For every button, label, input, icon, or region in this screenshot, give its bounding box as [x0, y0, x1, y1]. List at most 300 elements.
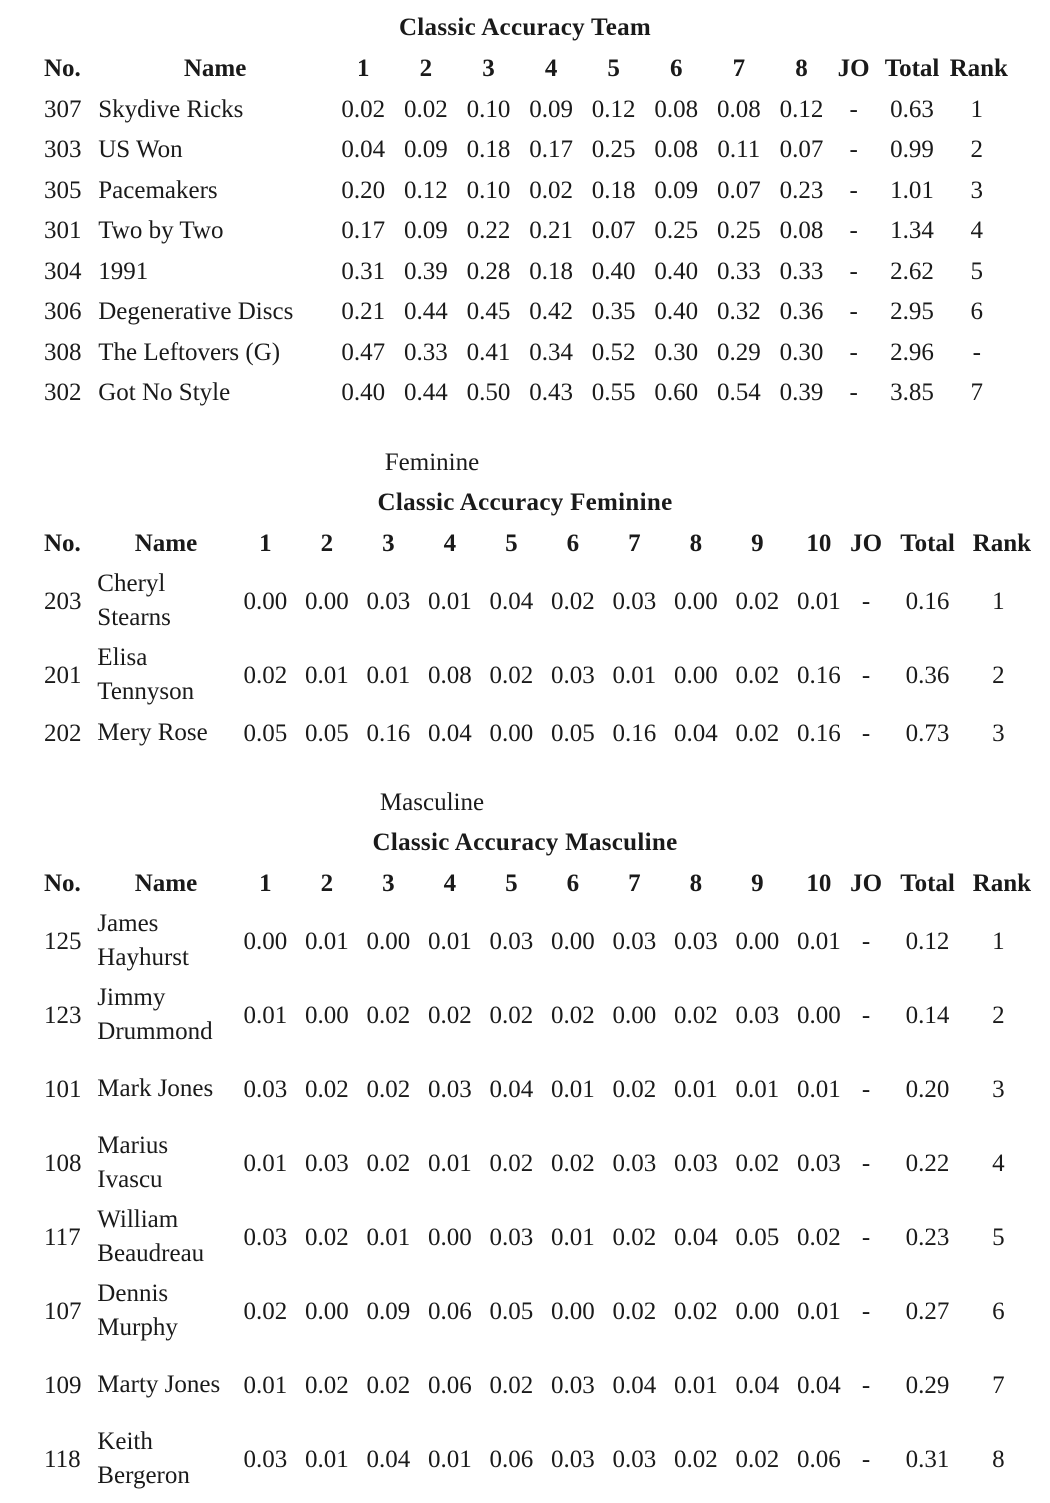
column-header: Total [884, 55, 940, 82]
round-score: 0.02 [612, 1297, 657, 1325]
round-score: 0.22 [466, 217, 511, 245]
table-row [44, 712, 1024, 754]
round-score: 0.18 [466, 136, 511, 164]
round-score: 0.00 [797, 1001, 841, 1029]
round-score: 0.00 [243, 927, 288, 955]
column-header: 1 [259, 870, 272, 897]
round-score: 0.44 [404, 379, 448, 407]
column-header: 4 [544, 55, 558, 82]
rank: 4 [970, 217, 984, 245]
round-score: 0.41 [466, 338, 511, 366]
round-score: 0.10 [466, 176, 511, 204]
rank: 1 [992, 927, 1005, 955]
round-score: 0.02 [551, 587, 595, 615]
column-header: 3 [482, 55, 495, 82]
round-score: 0.03 [735, 1001, 780, 1029]
round-score: 0.04 [674, 1223, 718, 1251]
round-score: 0.03 [243, 1445, 288, 1473]
round-score: 0.04 [797, 1371, 841, 1399]
round-score: 0.00 [674, 661, 718, 689]
jo-score: - [861, 719, 871, 747]
table-row [44, 1126, 1024, 1200]
round-score: 0.02 [612, 1223, 657, 1251]
round-score: 0.01 [797, 1297, 841, 1325]
round-score: 0.01 [305, 1445, 349, 1473]
round-score: 0.03 [489, 927, 534, 955]
round-score: 0.40 [654, 298, 699, 326]
entry-name: Marius Ivascu [97, 1132, 169, 1193]
column-header: 3 [382, 870, 395, 897]
jo-score: - [849, 338, 858, 366]
rank: 1 [970, 95, 984, 123]
round-score: 0.00 [366, 927, 411, 955]
team-title: Classic Accuracy Team [398, 14, 652, 41]
round-score: 0.03 [489, 1223, 534, 1251]
rank: 3 [992, 1075, 1005, 1103]
table-row [44, 292, 1004, 333]
column-header: 2 [320, 870, 334, 897]
column-header: 1 [357, 55, 370, 82]
round-score: 0.50 [466, 379, 511, 407]
entry-number: 304 [44, 257, 82, 285]
round-score: 0.03 [612, 927, 657, 955]
team-results-table [44, 49, 1008, 413]
entry-name: Two by Two [98, 217, 224, 245]
round-score: 0.40 [341, 379, 386, 407]
round-score: 0.02 [243, 661, 288, 689]
column-header: 9 [751, 530, 764, 557]
round-score: 0.04 [674, 719, 718, 747]
round-score: 0.09 [366, 1297, 411, 1325]
total-score: 0.99 [890, 136, 934, 164]
round-score: 0.40 [591, 257, 636, 285]
round-score: 0.08 [428, 661, 472, 689]
round-score: 0.00 [243, 587, 288, 615]
jo-score: - [861, 587, 871, 615]
round-score: 0.01 [428, 1149, 472, 1177]
round-score: 0.39 [404, 257, 448, 285]
round-score: 0.01 [612, 661, 657, 689]
round-score: 0.55 [591, 379, 636, 407]
round-score: 0.02 [366, 1075, 411, 1103]
round-score: 0.10 [466, 95, 511, 123]
entry-number: 125 [44, 927, 82, 955]
entry-number: 108 [44, 1149, 82, 1177]
round-score: 0.02 [674, 1297, 718, 1325]
round-score: 0.03 [366, 587, 411, 615]
column-header: Name [134, 870, 198, 897]
entry-number: 302 [44, 379, 82, 407]
entry-name: Jimmy Drummond [97, 984, 213, 1045]
table-row [44, 170, 1004, 211]
column-header: 9 [751, 870, 764, 897]
round-score: 0.30 [779, 338, 824, 366]
rank: 1 [992, 587, 1005, 615]
entry-number: 202 [44, 719, 82, 747]
round-score: 0.06 [797, 1445, 841, 1473]
total-score: 2.95 [890, 298, 934, 326]
total-score: 2.62 [890, 257, 934, 285]
table-row [44, 1422, 1024, 1496]
rank: 3 [970, 176, 984, 204]
table-row [44, 251, 1004, 292]
round-score: 0.02 [674, 1001, 718, 1029]
round-score: 0.01 [305, 661, 349, 689]
column-header: No. [44, 870, 81, 897]
round-score: 0.02 [305, 1075, 349, 1103]
round-score: 0.01 [428, 1445, 472, 1473]
round-score: 0.16 [612, 719, 657, 747]
jo-score: - [849, 136, 858, 164]
round-score: 0.02 [489, 661, 534, 689]
round-score: 0.47 [341, 338, 386, 366]
table-row [44, 564, 1024, 638]
total-score: 1.34 [890, 217, 934, 245]
round-score: 0.01 [243, 1371, 288, 1399]
round-score: 0.09 [404, 217, 448, 245]
round-score: 0.00 [428, 1223, 472, 1251]
round-score: 0.04 [489, 587, 534, 615]
round-score: 0.04 [735, 1371, 780, 1399]
round-score: 0.02 [612, 1075, 657, 1103]
round-score: 0.16 [797, 661, 841, 689]
round-score: 0.01 [428, 927, 472, 955]
round-score: 0.03 [674, 1149, 718, 1177]
header-row [44, 49, 1004, 89]
round-score: 0.08 [716, 95, 761, 123]
table-row [44, 1200, 1024, 1274]
column-header: 2 [320, 530, 334, 557]
round-score: 0.02 [366, 1149, 411, 1177]
total-score: 0.73 [905, 719, 950, 747]
rank: 7 [992, 1371, 1005, 1399]
round-score: 0.01 [428, 587, 472, 615]
round-score: 0.03 [612, 1445, 657, 1473]
round-score: 0.02 [735, 587, 780, 615]
round-score: 0.02 [404, 95, 448, 123]
rank: 6 [992, 1297, 1005, 1325]
rank: - [972, 338, 981, 366]
round-score: 0.20 [341, 176, 386, 204]
column-header: 8 [689, 530, 703, 557]
entry-name: Skydive Ricks [98, 95, 244, 123]
entry-number: 118 [44, 1445, 81, 1473]
column-header: 5 [505, 530, 518, 557]
jo-score: - [861, 1223, 871, 1251]
entry-name: US Won [98, 136, 183, 164]
entry-name: Mark Jones [97, 1075, 214, 1102]
round-score: 0.03 [551, 1371, 595, 1399]
jo-score: - [849, 379, 858, 407]
round-score: 0.02 [529, 176, 573, 204]
round-score: 0.02 [489, 1001, 534, 1029]
entry-number: 301 [44, 217, 82, 245]
column-header: 3 [382, 530, 395, 557]
round-score: 0.04 [612, 1371, 657, 1399]
round-score: 0.01 [551, 1075, 595, 1103]
round-score: 0.06 [489, 1445, 534, 1473]
table-row [44, 1348, 1024, 1422]
round-score: 0.11 [717, 136, 761, 164]
column-header: Total [900, 530, 955, 557]
jo-score: - [849, 217, 858, 245]
column-header: 10 [806, 870, 832, 897]
round-score: 0.07 [716, 176, 761, 204]
round-score: 0.52 [591, 338, 636, 366]
column-header: Name [134, 530, 198, 557]
round-score: 0.18 [529, 257, 573, 285]
rank: 7 [970, 379, 984, 407]
round-score: 0.01 [551, 1223, 595, 1251]
round-score: 0.36 [779, 298, 824, 326]
table-row [44, 904, 1024, 978]
column-header: Rank [972, 530, 1032, 557]
round-score: 0.25 [591, 136, 636, 164]
round-score: 0.01 [674, 1371, 718, 1399]
rank: 5 [992, 1223, 1005, 1251]
rank: 2 [970, 136, 984, 164]
round-score: 0.05 [735, 1223, 780, 1251]
round-score: 0.03 [551, 661, 595, 689]
entry-number: 109 [44, 1371, 82, 1399]
table-row [44, 211, 1004, 252]
entry-name: 1991 [98, 257, 149, 285]
jo-score: - [861, 1297, 871, 1325]
entry-number: 107 [44, 1297, 82, 1325]
column-header: 1 [259, 530, 272, 557]
entry-name: Got No Style [98, 379, 231, 407]
round-score: 0.03 [612, 587, 657, 615]
column-header: JO [837, 55, 870, 82]
round-score: 0.02 [366, 1001, 411, 1029]
column-header: Rank [972, 870, 1032, 897]
round-score: 0.02 [366, 1371, 411, 1399]
rank: 2 [992, 661, 1005, 689]
round-score: 0.00 [674, 587, 718, 615]
round-score: 0.09 [404, 136, 448, 164]
entry-number: 305 [44, 176, 82, 204]
masculine-results-table [44, 864, 1032, 1496]
round-score: 0.33 [779, 257, 824, 285]
entry-number: 303 [44, 136, 82, 164]
column-header: 6 [566, 870, 580, 897]
round-score: 0.08 [654, 136, 699, 164]
round-score: 0.03 [612, 1149, 657, 1177]
jo-score: - [849, 176, 858, 204]
round-score: 0.08 [779, 217, 824, 245]
entry-name: Cheryl Stearns [97, 570, 171, 631]
round-score: 0.02 [428, 1001, 472, 1029]
jo-score: - [861, 1371, 871, 1399]
total-score: 0.29 [905, 1371, 950, 1399]
round-score: 0.35 [591, 298, 636, 326]
column-header: 10 [806, 530, 832, 557]
round-score: 0.12 [779, 95, 824, 123]
rank: 8 [992, 1445, 1005, 1473]
round-score: 0.02 [551, 1001, 595, 1029]
round-score: 0.40 [654, 257, 699, 285]
round-score: 0.03 [674, 927, 718, 955]
table-row [44, 130, 1004, 171]
round-score: 0.04 [341, 136, 386, 164]
round-score: 0.21 [341, 298, 386, 326]
round-score: 0.00 [489, 719, 534, 747]
entry-number: 203 [44, 587, 82, 615]
column-header: 2 [419, 55, 433, 82]
entry-name: Dennis Murphy [97, 1280, 178, 1341]
round-score: 0.32 [716, 298, 761, 326]
total-score: 0.22 [905, 1149, 950, 1177]
round-score: 0.34 [529, 338, 573, 366]
round-score: 0.01 [366, 1223, 411, 1251]
jo-score: - [849, 298, 858, 326]
round-score: 0.02 [735, 661, 780, 689]
entry-name: Elisa Tennyson [97, 644, 195, 705]
jo-score: - [861, 1149, 871, 1177]
round-score: 0.02 [243, 1297, 288, 1325]
round-score: 0.02 [489, 1371, 534, 1399]
round-score: 0.06 [428, 1371, 472, 1399]
jo-score: - [849, 95, 858, 123]
round-score: 0.17 [529, 136, 573, 164]
round-score: 0.04 [428, 719, 472, 747]
round-score: 0.31 [341, 257, 386, 285]
entry-name: The Leftovers (G) [98, 338, 281, 366]
rank: 4 [992, 1149, 1005, 1177]
total-score: 0.20 [905, 1075, 950, 1103]
table-row [44, 978, 1024, 1052]
total-score: 0.16 [905, 587, 950, 615]
round-score: 0.00 [735, 1297, 780, 1325]
round-score: 0.02 [674, 1445, 718, 1473]
round-score: 0.28 [466, 257, 511, 285]
round-score: 0.02 [735, 1445, 780, 1473]
round-score: 0.01 [797, 587, 841, 615]
round-score: 0.03 [797, 1149, 841, 1177]
total-score: 0.23 [905, 1223, 950, 1251]
entry-name: Mery Rose [97, 719, 208, 746]
round-score: 0.42 [529, 298, 573, 326]
column-header: Total [900, 870, 955, 897]
round-score: 0.25 [716, 217, 761, 245]
entry-number: 101 [44, 1075, 82, 1103]
jo-score: - [861, 661, 871, 689]
round-score: 0.03 [243, 1075, 288, 1103]
entry-number: 306 [44, 298, 82, 326]
round-score: 0.01 [243, 1149, 288, 1177]
jo-score: - [861, 1075, 871, 1103]
jo-score: - [861, 1445, 871, 1473]
round-score: 0.00 [305, 1001, 349, 1029]
round-score: 0.43 [529, 379, 573, 407]
column-header: JO [850, 530, 883, 557]
column-header: 5 [607, 55, 620, 82]
entry-name: James Hayhurst [97, 910, 189, 971]
jo-score: - [849, 257, 858, 285]
round-score: 0.54 [716, 379, 761, 407]
total-score: 0.63 [890, 95, 934, 123]
round-score: 0.44 [404, 298, 448, 326]
entry-number: 123 [44, 1001, 82, 1029]
column-header: 6 [670, 55, 683, 82]
round-score: 0.02 [735, 719, 780, 747]
table-row [44, 1052, 1024, 1126]
round-score: 0.33 [404, 338, 448, 366]
total-score: 0.27 [905, 1297, 950, 1325]
round-score: 0.01 [797, 927, 841, 955]
entry-name: William Beaudreau [97, 1206, 205, 1267]
feminine-category-label: Feminine [384, 449, 480, 476]
total-score: 0.14 [905, 1001, 950, 1029]
round-score: 0.01 [243, 1001, 288, 1029]
round-score: 0.03 [305, 1149, 349, 1177]
column-header: 4 [443, 870, 457, 897]
entry-number: 201 [44, 661, 82, 689]
round-score: 0.02 [551, 1149, 595, 1177]
header-row [44, 524, 1024, 564]
entry-name: Keith Bergeron [97, 1428, 190, 1489]
table-row [44, 1274, 1024, 1348]
total-score: 0.31 [905, 1445, 950, 1473]
column-header: 7 [628, 870, 641, 897]
round-score: 0.25 [654, 217, 699, 245]
round-score: 0.02 [305, 1371, 349, 1399]
total-score: 3.85 [890, 379, 934, 407]
masculine-category-label: Masculine [379, 789, 485, 816]
round-score: 0.05 [243, 719, 288, 747]
round-score: 0.01 [674, 1075, 718, 1103]
round-score: 0.01 [797, 1075, 841, 1103]
column-header: 8 [689, 870, 703, 897]
round-score: 0.39 [779, 379, 824, 407]
rank: 5 [970, 257, 984, 285]
entry-number: 117 [44, 1223, 81, 1251]
round-score: 0.23 [779, 176, 824, 204]
round-score: 0.04 [366, 1445, 411, 1473]
round-score: 0.09 [654, 176, 699, 204]
jo-score: - [861, 927, 871, 955]
round-score: 0.29 [716, 338, 761, 366]
feminine-title: Classic Accuracy Feminine [377, 489, 673, 516]
column-header: 5 [505, 870, 518, 897]
round-score: 0.00 [305, 587, 349, 615]
column-header: 7 [628, 530, 641, 557]
column-header: 6 [566, 530, 580, 557]
rank: 3 [992, 719, 1005, 747]
column-header: 7 [732, 55, 746, 82]
round-score: 0.09 [529, 95, 573, 123]
round-score: 0.33 [716, 257, 761, 285]
total-score: 1.01 [890, 176, 934, 204]
feminine-results-table [44, 524, 1032, 754]
table-row [44, 89, 1004, 130]
total-score: 0.12 [905, 927, 950, 955]
round-score: 0.00 [735, 927, 780, 955]
column-header: JO [850, 870, 883, 897]
round-score: 0.30 [654, 338, 699, 366]
round-score: 0.01 [305, 927, 349, 955]
round-score: 0.03 [551, 1445, 595, 1473]
round-score: 0.00 [551, 927, 595, 955]
round-score: 0.04 [489, 1075, 534, 1103]
round-score: 0.05 [305, 719, 349, 747]
round-score: 0.18 [591, 176, 636, 204]
entry-name: Degenerative Discs [98, 298, 294, 326]
round-score: 0.02 [305, 1223, 349, 1251]
round-score: 0.16 [366, 719, 411, 747]
round-score: 0.06 [428, 1297, 472, 1325]
round-score: 0.02 [735, 1149, 780, 1177]
